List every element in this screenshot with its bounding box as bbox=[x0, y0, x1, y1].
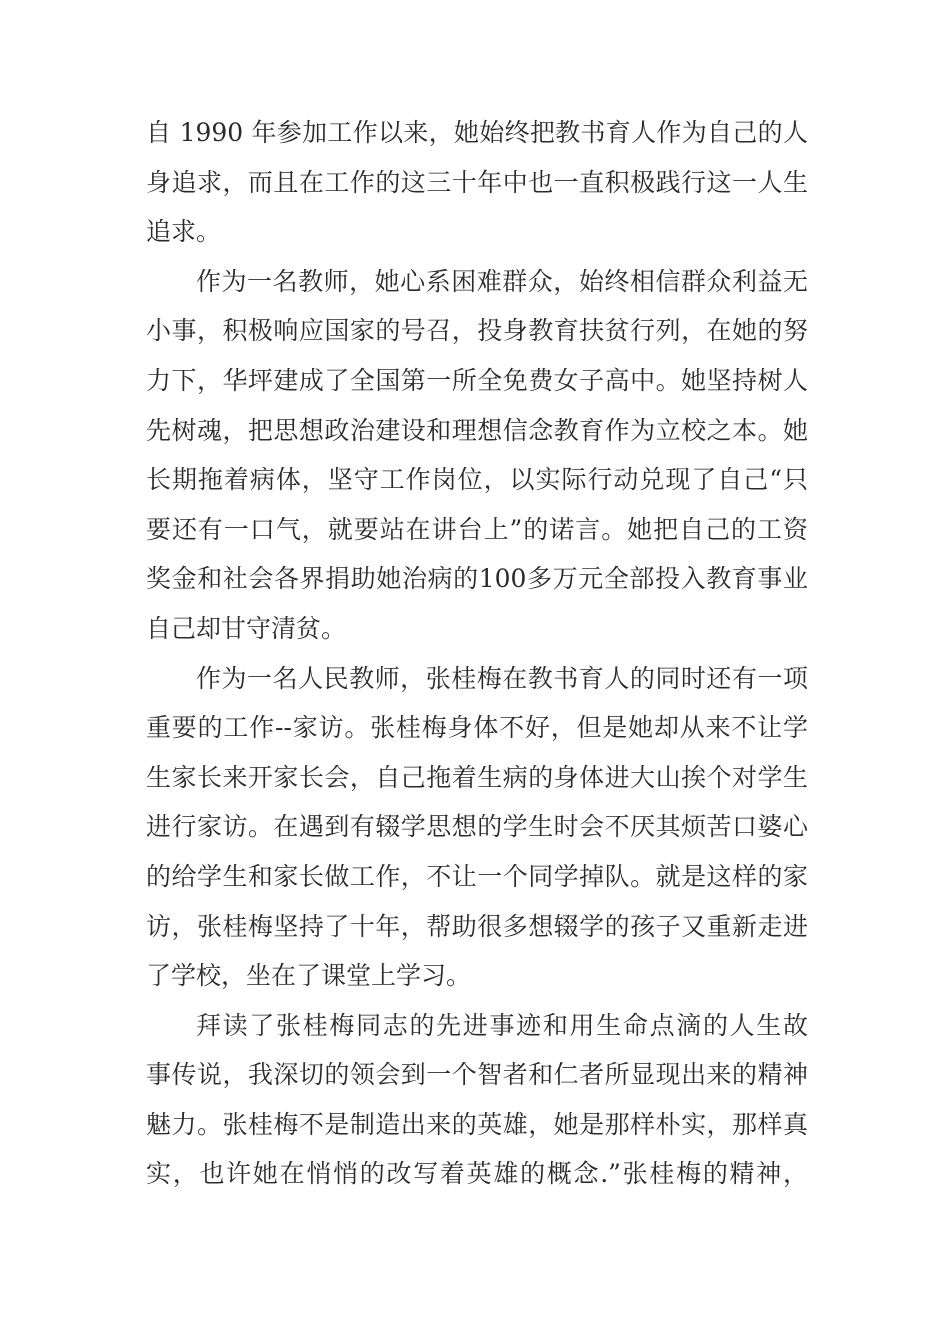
paragraph bbox=[146, 108, 808, 257]
text-line: 先树魂，把思想政治建设和理想信念教育作为立校之本。她 bbox=[146, 415, 808, 445]
text-line: 身追求，而且在工作的这三十年中也一直积极践行这一人生 bbox=[146, 167, 808, 197]
text-line: 小事，积极响应国家的号召，投身教育扶贫行列，在她的努 bbox=[146, 316, 808, 346]
text-line: 的给学生和家长做工作，不让一个同学掉队。就是这样的家 bbox=[146, 861, 808, 891]
text-line: 生家长来开家长会，自己拖着生病的身体进大山挨个对学生 bbox=[146, 762, 808, 792]
text-line: 自 1990 年参加工作以来，她始终把教书育人作为自己的人 bbox=[146, 118, 808, 147]
paragraph bbox=[146, 654, 808, 1001]
text-line: 力下，华坪建成了全国第一所全免费女子高中。她坚持树人 bbox=[146, 365, 808, 395]
text-line: 重要的工作--家访。张桂梅身体不好，但是她却从来不让学 bbox=[146, 713, 808, 743]
text-line: 事传说，我深切的领会到一个智者和仁者所显现出来的精神 bbox=[146, 1060, 808, 1090]
document-body bbox=[146, 108, 808, 1199]
text-line: 作为一名人民教师，张桂梅在教书育人的同时还有一项 bbox=[196, 663, 808, 693]
text-line: 魅力。张桂梅不是制造出来的英雄，她是那样朴实，那样真 bbox=[146, 1109, 808, 1139]
paragraph bbox=[146, 257, 808, 654]
text-line: 拜读了张桂梅同志的先进事迹和用生命点滴的人生故 bbox=[196, 1010, 808, 1040]
text-line: 实，也许她在悄悄的改写着英雄的概念.”张桂梅的精神， bbox=[146, 1159, 808, 1189]
text-line: 访，张桂梅坚持了十年，帮助很多想辍学的孩子又重新走进 bbox=[146, 911, 808, 941]
text-line: 进行家访。在遇到有辍学思想的学生时会不厌其烦苦口婆心 bbox=[146, 812, 808, 842]
text-line: 奖金和社会各界捐助她治病的100多万元全部投入教育事业 bbox=[146, 564, 808, 594]
text-line: 了学校，坐在了课堂上学习。 bbox=[146, 961, 472, 991]
text-line: 要还有一口气，就要站在讲台上”的诺言。她把自己的工资 bbox=[146, 514, 808, 544]
text-line: 追求。 bbox=[146, 217, 222, 247]
paragraph bbox=[146, 1001, 808, 1199]
text-line: 自己却甘守清贫。 bbox=[146, 613, 347, 643]
text-line: 长期拖着病体，坚守工作岗位，以实际行动兑现了自己“只 bbox=[146, 465, 808, 495]
text-line: 作为一名教师，她心系困难群众，始终相信群众利益无 bbox=[196, 266, 808, 296]
